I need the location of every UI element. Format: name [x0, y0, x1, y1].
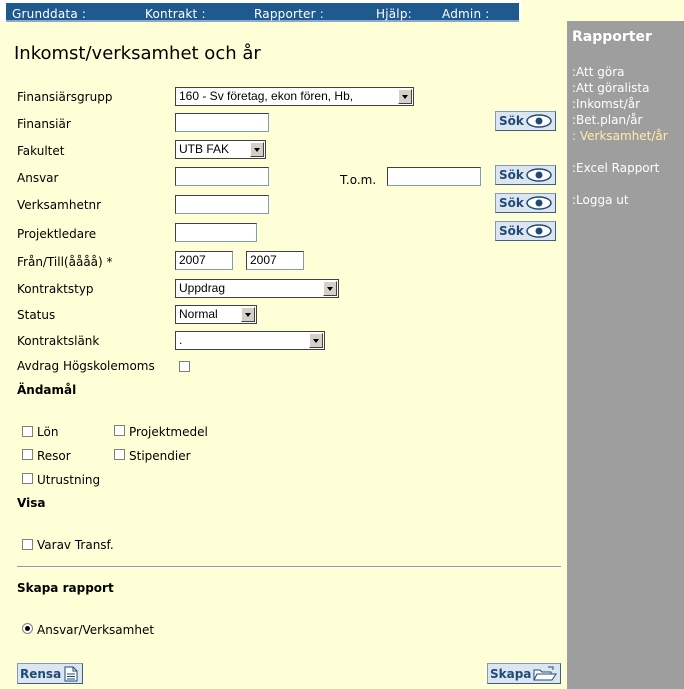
tom-input[interactable]	[387, 167, 481, 186]
ansvar-label: Ansvar	[17, 171, 59, 185]
ansvar-verksamhet-radio[interactable]	[22, 623, 33, 634]
chevron-down-icon	[250, 142, 264, 157]
projektledare-label: Projektledare	[17, 227, 97, 241]
kontraktstyp-select[interactable]	[175, 279, 339, 298]
nav-grunddata[interactable]: Grunddata :	[12, 7, 87, 21]
visa-heading: Visa	[17, 496, 46, 510]
sidebar-item-att-goralista[interactable]: :Att göralista	[572, 81, 650, 95]
sidebar-item-excel-rapport[interactable]: :Excel Rapport	[572, 161, 660, 175]
sidebar-item-att-gora[interactable]: :Att göra	[572, 65, 625, 79]
verksamhetnr-input[interactable]	[175, 195, 269, 214]
finansiarsgrupp-label: Finansiärsgrupp	[17, 90, 113, 104]
status-select[interactable]	[175, 305, 257, 324]
rensa-button[interactable]: Rensa	[17, 663, 83, 684]
avdrag-label: Avdrag Högskolemoms	[17, 359, 155, 373]
status-label: Status	[17, 308, 56, 322]
kontraktstyp-label: Kontraktstyp	[17, 282, 94, 296]
nav-rapporter[interactable]: Rapporter :	[254, 7, 325, 21]
utrustning-checkbox[interactable]	[22, 473, 33, 484]
projektmedel-label: Projektmedel	[129, 425, 208, 439]
andamal-heading: Ändamål	[17, 383, 77, 397]
document-icon	[64, 666, 78, 682]
chevron-down-icon	[398, 89, 412, 104]
resor-checkbox[interactable]	[22, 449, 33, 460]
verksamhetnr-search-button[interactable]: Sök	[495, 193, 556, 213]
projektledare-search-button[interactable]: Sök	[495, 221, 556, 241]
tom-label: T.o.m.	[340, 173, 377, 187]
eye-icon	[526, 196, 552, 210]
sidebar-item-logga-ut[interactable]: :Logga ut	[572, 193, 629, 207]
ansvar-verksamhet-label: Ansvar/Verksamhet	[37, 623, 155, 637]
stipendier-label: Stipendier	[129, 449, 191, 463]
nav-hjalp[interactable]: Hjälp:	[376, 7, 412, 21]
finansiarsgrupp-value: 160 - Sv företag, ekon fören, Hb,	[179, 89, 354, 103]
top-navigation	[0, 0, 521, 21]
nav-admin[interactable]: Admin :	[442, 7, 490, 21]
period-from-input[interactable]: 2007	[175, 251, 233, 270]
resor-label: Resor	[37, 449, 71, 463]
kontraktslank-label: Kontraktslänk	[17, 334, 100, 348]
eye-icon	[526, 224, 552, 238]
projektledare-input[interactable]	[175, 223, 257, 242]
projektmedel-checkbox[interactable]	[114, 425, 125, 436]
skapa-rapport-heading: Skapa rapport	[17, 581, 114, 595]
avdrag-checkbox[interactable]	[179, 361, 190, 372]
finansiarsgrupp-select[interactable]	[175, 87, 414, 106]
varav-transf-label: Varav Transf.	[37, 538, 114, 552]
utrustning-label: Utrustning	[37, 473, 101, 487]
status-value: Normal	[179, 307, 218, 321]
nav-kontrakt[interactable]: Kontrakt :	[145, 7, 206, 21]
stipendier-checkbox[interactable]	[114, 449, 125, 460]
eye-icon	[526, 168, 552, 182]
finansiar-input[interactable]	[175, 113, 269, 132]
chevron-down-icon	[241, 307, 255, 322]
period-to-input[interactable]: 2007	[246, 251, 304, 270]
skapa-button[interactable]: Skapa	[487, 663, 561, 684]
open-folder-icon	[533, 666, 557, 682]
sidebar-title: Rapporter	[572, 29, 652, 45]
page-title: Inkomst/verksamhet och år	[14, 43, 261, 64]
sidebar-item-verksamhet-ar[interactable]: : Verksamhet/år	[572, 129, 668, 143]
chevron-down-icon	[323, 281, 337, 296]
sidebar-item-inkomst-ar[interactable]: :Inkomst/år	[572, 97, 641, 111]
sidebar-item-bet-plan-ar[interactable]: :Bet.plan/år	[572, 113, 643, 127]
kontraktstyp-value: Uppdrag	[179, 281, 226, 295]
finansiar-search-button[interactable]: Sök	[495, 111, 556, 131]
kontraktslank-select[interactable]	[175, 331, 325, 350]
varav-transf-checkbox[interactable]	[22, 539, 33, 550]
lon-label: Lön	[37, 425, 59, 439]
period-label: Från/Till(åååå) *	[17, 255, 113, 269]
fakultet-value: UTB FAK	[179, 142, 230, 156]
kontraktslank-value: .	[179, 333, 183, 347]
sidebar	[567, 21, 684, 689]
ansvar-search-button[interactable]: Sök	[495, 165, 556, 185]
ansvar-input[interactable]	[175, 167, 269, 186]
section-divider	[17, 566, 561, 568]
chevron-down-icon	[309, 333, 323, 348]
finansiar-label: Finansiär	[17, 117, 71, 131]
fakultet-select[interactable]	[175, 140, 266, 159]
verksamhetnr-label: Verksamhetnr	[17, 198, 102, 212]
fakultet-label: Fakultet	[17, 144, 65, 158]
lon-checkbox[interactable]	[22, 426, 33, 437]
top-navigation-bar	[6, 3, 519, 22]
eye-icon	[526, 114, 552, 128]
